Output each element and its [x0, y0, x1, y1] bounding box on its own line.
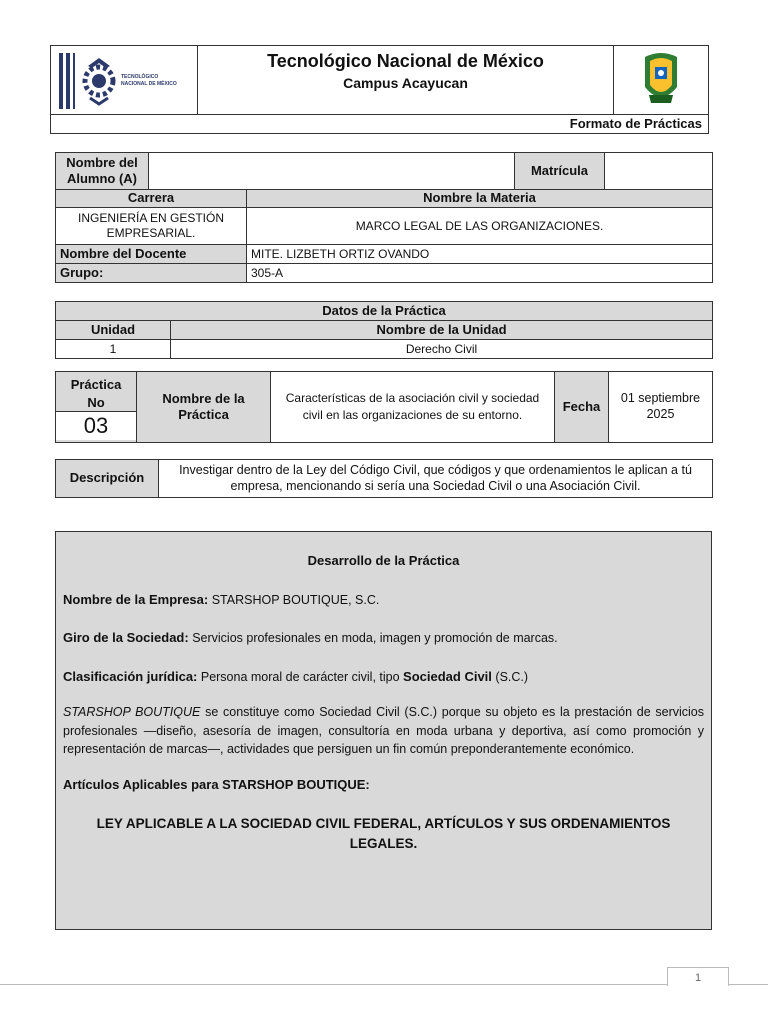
unidad-label: Unidad — [56, 321, 171, 340]
practica-no-cell — [56, 372, 137, 443]
alumno-label: Nombre del Alumno (A) — [56, 153, 149, 190]
formato-practicas: Formato de Prácticas — [51, 115, 709, 134]
gear-eagle-icon — [80, 56, 118, 106]
nombre-unidad-value: Derecho Civil — [171, 340, 713, 359]
practica-no-label: Práctica No — [70, 376, 122, 410]
carrera-value: INGENIERÍA EN GESTIÓN EMPRESARIAL. — [56, 208, 247, 245]
empresa-value: STARSHOP BOUTIQUE, S.C. — [211, 592, 380, 607]
nombre-unidad-label: Nombre de la Unidad — [171, 321, 713, 340]
giro-line — [63, 628, 704, 648]
descripcion-label: Descripción — [56, 460, 159, 498]
grupo-label: Grupo: — [56, 264, 247, 283]
ley-heading: LEY APLICABLE A LA SOCIEDAD CIVIL FEDERAL, ARTÍCULOS Y SUS ORDENAMIENTOS LEGALES. — [96, 815, 671, 851]
explanation-paragraph — [63, 703, 704, 759]
alumno-value[interactable] — [149, 153, 515, 190]
campus-logo-cell — [614, 46, 709, 115]
materia-value: MARCO LEGAL DE LAS ORGANIZACIONES. — [247, 208, 713, 245]
desarrollo-title: Desarrollo de la Práctica — [307, 553, 460, 568]
descripcion-value: Investigar dentro de la Ley del Código Civil, que códigos y que ordenamientos le aplican a tú empresa, mencionando si sería una Sociedad Civil o una Asociación Civil. — [159, 460, 713, 498]
matricula-value[interactable] — [605, 153, 713, 190]
clasificacion-value-1: Persona moral de carácter civil, tipo — [200, 670, 400, 684]
tecnm-logo-cell — [51, 46, 198, 115]
title-cell — [198, 46, 614, 115]
empresa-label: Nombre de la Empresa: — [63, 591, 209, 607]
giro-label: Giro de la Sociedad: — [63, 630, 189, 646]
articulos-heading: Artículos Aplicables para STARSHOP BOUTIQUE: — [63, 777, 370, 792]
clasificacion-line — [63, 667, 704, 687]
practica-no-value: 03 — [56, 411, 136, 440]
practica-nombre-value: Características de la asociación civil y sociedad civil en las organizaciones de su entorno. — [271, 372, 555, 443]
datos-practica-table — [55, 301, 713, 359]
tecnm-logo: TECNOLÓGICO NACIONAL DE MÉXICO — [51, 46, 197, 114]
datos-title: Datos de la Práctica — [56, 302, 713, 321]
document-header — [50, 45, 709, 134]
grupo-value: 305-A — [247, 264, 713, 283]
docente-value: MITE. LIZBETH ORTIZ OVANDO — [247, 245, 713, 264]
company-name-italic: STARSHOP BOUTIQUE — [63, 704, 201, 719]
page-number: 1 — [667, 967, 729, 986]
carrera-label: Carrera — [56, 190, 247, 208]
desarrollo-box — [55, 531, 712, 930]
explanation-text: se constituye como Sociedad Civil (S.C.) porque su objeto es la prestación de servicios profesionales —diseño, asesoría de imagen, consultoría en moda urbana y deportiva, así como promoción y representación de marcas—, actividades que persiguen un fin común preponderantemente económico. — [63, 704, 705, 757]
fecha-label: Fecha — [555, 372, 609, 443]
clasificacion-label: Clasificación jurídica: — [63, 669, 198, 684]
giro-value: Servicios profesionales en moda, imagen y promoción de marcas. — [192, 631, 558, 646]
matricula-label: Matrícula — [515, 153, 605, 190]
docente-label: Nombre del Docente — [56, 245, 247, 264]
materia-label: Nombre la Materia — [247, 190, 713, 208]
student-info-table — [55, 152, 713, 283]
institution-title: Tecnológico Nacional de México — [267, 51, 544, 71]
empresa-line — [63, 590, 704, 610]
clasificacion-value-2: (S.C.) — [495, 670, 529, 684]
unidad-value: 1 — [56, 340, 171, 359]
footer-rule — [0, 984, 768, 985]
campus-subtitle: Campus Acayucan — [343, 74, 468, 91]
descripcion-table — [55, 459, 713, 498]
practica-nombre-label: Nombre de la Práctica — [137, 372, 271, 443]
practica-table — [55, 371, 713, 443]
fecha-value: 01 septiembre 2025 — [609, 372, 713, 443]
clasificacion-value-bold: Sociedad Civil — [403, 669, 492, 684]
campus-shield-icon — [641, 47, 681, 109]
